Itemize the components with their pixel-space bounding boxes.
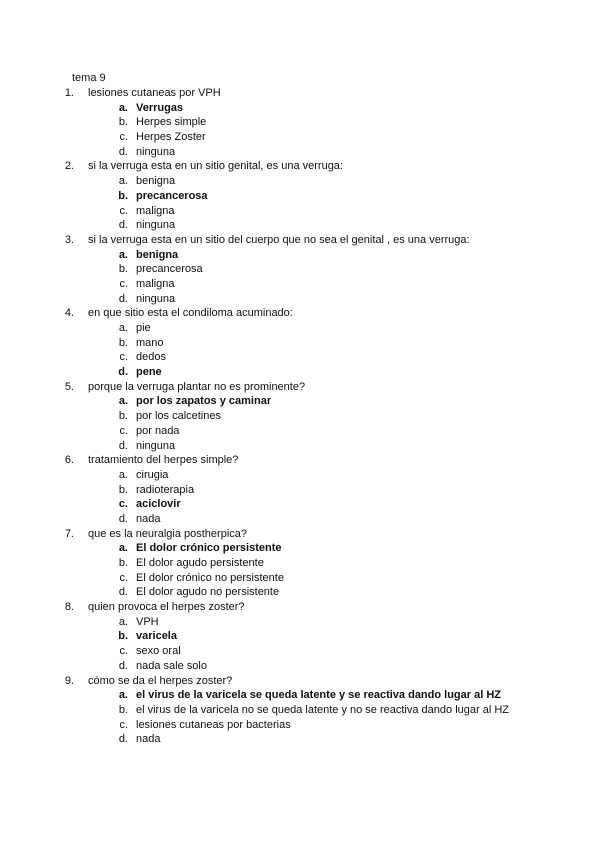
question-text: tratamiento del herpes simple?: [88, 454, 239, 467]
option-text: benigna: [136, 175, 176, 188]
question-number: 9.: [64, 674, 74, 687]
answer-option-correct: [0, 365, 600, 380]
question-item: [0, 306, 600, 379]
answer-option-correct: [0, 688, 600, 703]
answer-option: [0, 644, 600, 659]
question-text: si la verruga esta en un sitio genital, es una verruga:: [88, 160, 343, 173]
option-letter: d.: [118, 292, 128, 305]
answer-option: [0, 174, 600, 189]
question-item: [0, 159, 600, 232]
answer-option: [0, 659, 600, 674]
answer-option: [0, 468, 600, 483]
option-letter: c.: [119, 571, 128, 584]
option-text: benigna: [136, 248, 179, 261]
option-text: El dolor agudo persistente: [136, 557, 264, 569]
option-letter: b.: [118, 703, 128, 716]
option-letter: d.: [118, 219, 128, 232]
answer-option: [0, 336, 600, 351]
question-line: [0, 233, 600, 248]
option-text: ninguna: [136, 219, 176, 232]
answer-option-correct: [0, 248, 600, 263]
question-text: lesiones cutaneas por VPH: [88, 87, 221, 99]
option-text: dedos: [136, 351, 166, 364]
option-text: maligna: [136, 277, 175, 290]
answer-option-correct: [0, 497, 600, 512]
question-item: [0, 86, 600, 159]
option-letter: a.: [118, 542, 128, 555]
answer-option: [0, 556, 600, 571]
option-letter: c.: [119, 131, 128, 144]
question-line: [0, 674, 600, 689]
option-text: precancerosa: [136, 263, 203, 276]
answer-option: [0, 512, 600, 527]
option-text: pie: [136, 322, 151, 334]
option-text: el virus de la varicela no se queda latente y no se reactiva dando lugar al HZ: [136, 703, 509, 716]
option-text: ninguna: [136, 439, 176, 452]
question-list: [0, 86, 600, 747]
option-letter: c.: [119, 645, 128, 658]
option-letter: c.: [119, 718, 128, 731]
option-letter: a.: [118, 615, 128, 628]
option-letter: b.: [118, 116, 128, 129]
answer-option: [0, 262, 600, 277]
answer-option-correct: [0, 394, 600, 409]
option-letter: b.: [118, 189, 128, 202]
option-letter: a.: [118, 689, 128, 702]
answer-option: [0, 409, 600, 424]
option-text: cirugia: [136, 468, 169, 481]
option-list: [0, 101, 600, 160]
option-letter: b.: [118, 410, 128, 423]
option-list: [0, 541, 600, 600]
option-list: [0, 394, 600, 453]
option-text: nada: [136, 733, 161, 746]
option-text: VPH: [136, 615, 159, 628]
option-text: ninguna: [136, 145, 176, 158]
option-letter: a.: [118, 468, 128, 481]
question-number: 5.: [64, 380, 74, 393]
option-list: [0, 248, 600, 307]
option-text: Verrugas: [136, 101, 184, 114]
answer-option: [0, 321, 600, 336]
option-letter: b.: [118, 263, 128, 276]
question-number: 1.: [64, 87, 74, 99]
answer-option: [0, 615, 600, 630]
option-text: ninguna: [136, 292, 176, 305]
option-text: El dolor crónico no persistente: [136, 571, 284, 584]
option-list: [0, 468, 600, 527]
answer-option: [0, 732, 600, 747]
answer-option: [0, 439, 600, 454]
answer-option-correct: [0, 541, 600, 556]
answer-option: [0, 703, 600, 718]
question-text: cómo se da el herpes zoster?: [88, 674, 233, 687]
option-list: [0, 615, 600, 674]
question-number: 6.: [64, 454, 74, 467]
option-letter: b.: [118, 557, 128, 569]
option-text: El dolor crónico persistente: [136, 542, 282, 555]
option-letter: b.: [118, 336, 128, 349]
option-letter: d.: [118, 439, 128, 452]
option-text: pene: [136, 366, 162, 379]
option-letter: b.: [118, 483, 128, 496]
answer-option: [0, 115, 600, 130]
answer-option-correct: [0, 101, 600, 116]
option-text: maligna: [136, 204, 175, 217]
question-number: 7.: [64, 527, 74, 540]
document-title: tema 9: [72, 72, 106, 84]
option-text: por los zapatos y caminar: [136, 395, 272, 408]
question-line: [0, 453, 600, 468]
option-letter: d.: [118, 145, 128, 158]
option-letter: d.: [118, 659, 128, 672]
answer-option: [0, 424, 600, 439]
question-line: [0, 306, 600, 321]
option-text: el virus de la varicela se queda latente y se reactiva dando lugar al HZ: [136, 689, 501, 702]
answer-option: [0, 571, 600, 586]
option-letter: a.: [118, 322, 128, 334]
question-line: [0, 86, 600, 101]
answer-option-correct: [0, 629, 600, 644]
option-letter: b.: [118, 630, 128, 643]
option-text: radioterapia: [136, 483, 195, 496]
question-item: [0, 453, 600, 526]
option-text: por nada: [136, 424, 180, 437]
option-letter: a.: [118, 175, 128, 188]
question-number: 3.: [64, 233, 74, 246]
question-number: 8.: [64, 601, 74, 614]
answer-option: [0, 292, 600, 307]
question-line: [0, 527, 600, 542]
answer-option: [0, 204, 600, 219]
option-letter: a.: [118, 248, 128, 261]
answer-option: [0, 585, 600, 600]
question-number: 2.: [64, 160, 74, 173]
question-text: quien provoca el herpes zoster?: [88, 601, 245, 614]
option-text: precancerosa: [136, 189, 208, 202]
option-letter: c.: [119, 277, 128, 290]
question-text: porque la verruga plantar no es prominente?: [88, 380, 306, 393]
option-text: nada sale solo: [136, 659, 207, 672]
question-item: [0, 233, 600, 306]
option-letter: a.: [118, 395, 128, 408]
option-text: por los calcetines: [136, 410, 221, 423]
answer-option: [0, 277, 600, 292]
option-text: nada: [136, 512, 161, 525]
answer-option-correct: [0, 189, 600, 204]
question-line: [0, 600, 600, 615]
question-text: que es la neuralgia postherpica?: [88, 527, 248, 540]
option-letter: d.: [118, 733, 128, 746]
question-number: 4.: [64, 307, 74, 320]
option-text: sexo oral: [136, 645, 181, 658]
option-text: El dolor agudo no persistente: [136, 586, 280, 599]
option-letter: d.: [118, 366, 128, 379]
option-text: aciclovir: [136, 498, 181, 511]
question-item: [0, 527, 600, 600]
option-text: Herpes Zoster: [136, 131, 206, 144]
question-item: [0, 600, 600, 673]
question-line: [0, 159, 600, 174]
option-list: [0, 321, 600, 380]
option-letter: d.: [118, 512, 128, 525]
option-text: mano: [136, 336, 164, 349]
option-letter: c.: [119, 424, 128, 437]
option-list: [0, 688, 600, 747]
option-letter: d.: [118, 586, 128, 599]
option-letter: a.: [118, 101, 128, 114]
answer-option: [0, 350, 600, 365]
option-letter: c.: [119, 351, 128, 364]
question-item: [0, 674, 600, 747]
question-text: si la verruga esta en un sitio del cuerpo que no sea el genital , es una verruga:: [88, 233, 470, 246]
answer-option: [0, 718, 600, 733]
question-text: en que sitio esta el condiloma acuminado:: [88, 307, 293, 320]
option-text: lesiones cutaneas por bacterias: [136, 718, 291, 731]
question-item: [0, 380, 600, 453]
option-text: Herpes simple: [136, 116, 207, 129]
option-letter: c.: [119, 204, 128, 217]
option-text: varicela: [136, 630, 177, 643]
answer-option: [0, 145, 600, 160]
question-line: [0, 380, 600, 395]
answer-option: [0, 218, 600, 233]
option-list: [0, 174, 600, 233]
answer-option: [0, 130, 600, 145]
option-letter: c.: [118, 498, 128, 511]
answer-option: [0, 483, 600, 498]
